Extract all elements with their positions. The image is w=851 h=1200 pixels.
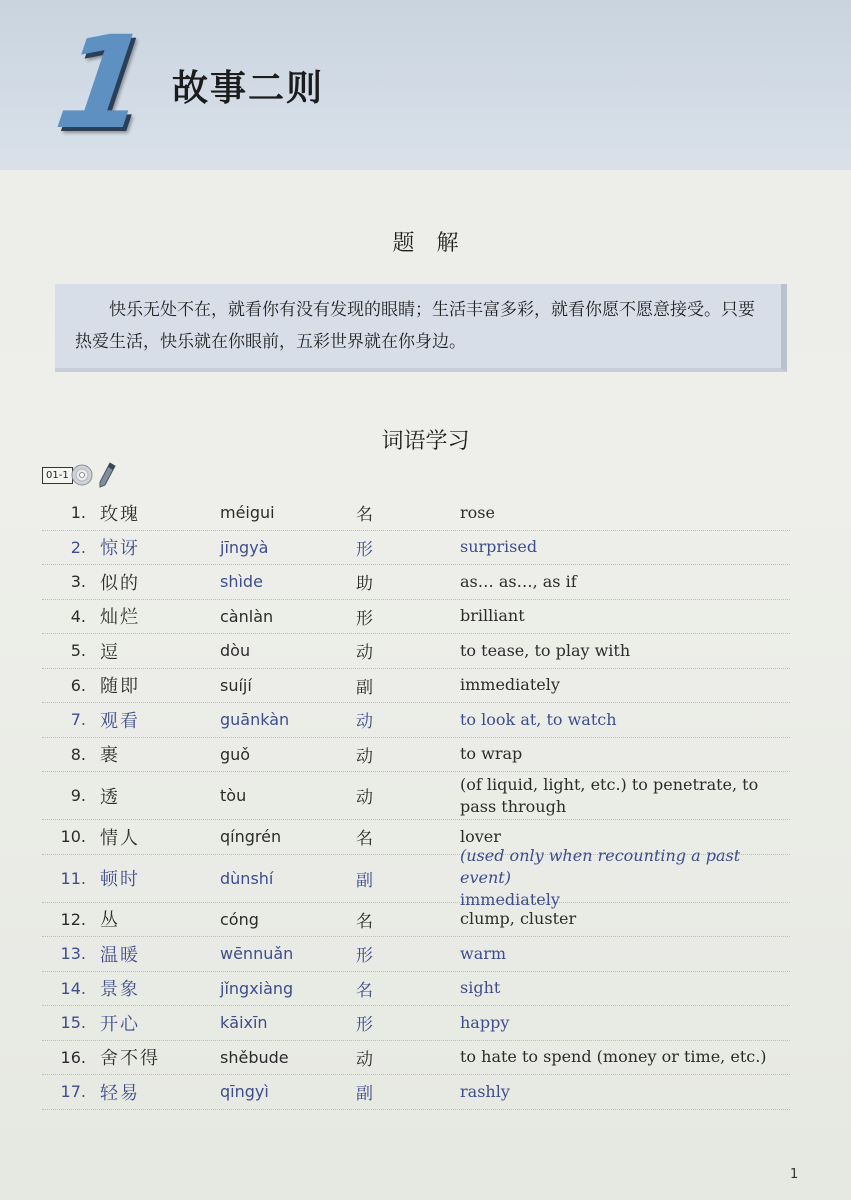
vocab-gloss-text: to hate to spend (money or time, etc.) <box>460 1047 767 1067</box>
vocab-pinyin: wēnnuǎn <box>220 944 294 964</box>
vocab-hanzi: 丛 <box>100 910 120 932</box>
vocab-row <box>42 972 790 1007</box>
vocab-gloss <box>460 536 790 558</box>
vocab-gloss <box>460 571 790 593</box>
intro-box <box>55 284 787 372</box>
vocab-part-of-speech: 名 <box>356 980 373 1001</box>
vocab-pinyin: suíjí <box>220 675 252 695</box>
vocab-pinyin: guānkàn <box>220 710 290 730</box>
vocab-gloss-text: to tease, to play with <box>460 640 631 660</box>
vocab-row <box>42 738 790 773</box>
vocab-pinyin: méigui <box>220 503 275 523</box>
vocab-gloss <box>460 674 790 696</box>
vocab-row <box>42 703 790 738</box>
vocab-row <box>42 634 790 669</box>
vocab-hanzi: 随即 <box>100 676 140 698</box>
vocab-heading: 词语学习 <box>381 429 470 454</box>
vocab-number: 11. <box>60 868 86 888</box>
vocab-number: 14. <box>60 978 86 998</box>
vocab-row <box>42 772 790 820</box>
vocab-part-of-speech: 名 <box>356 911 373 932</box>
vocab-gloss-text: immediately <box>460 890 560 909</box>
vocab-gloss <box>460 709 790 731</box>
vocab-gloss-note: (used only when recounting a past event) <box>460 846 741 887</box>
vocab-number: 13. <box>60 944 86 964</box>
vocab-part-of-speech: 名 <box>356 505 373 526</box>
vocab-gloss-text: to wrap <box>460 744 523 764</box>
vocab-gloss <box>460 943 790 965</box>
vocab-gloss <box>460 605 790 627</box>
vocab-pinyin: kāixīn <box>220 1013 268 1033</box>
vocab-row <box>42 903 790 938</box>
vocab-pinyin: jīngyà <box>220 537 269 557</box>
vocab-hanzi: 灿烂 <box>100 607 140 629</box>
vocab-number: 6. <box>70 675 86 695</box>
vocab-gloss-text: rashly <box>460 1081 510 1101</box>
vocab-part-of-speech: 副 <box>356 677 373 698</box>
vocab-row <box>42 496 790 531</box>
page-number: 1 <box>790 1167 799 1182</box>
vocab-number: 9. <box>70 786 86 805</box>
vocab-part-of-speech: 动 <box>356 643 373 664</box>
vocab-gloss-text: surprised <box>460 537 538 557</box>
vocab-gloss-text: brilliant <box>460 606 525 626</box>
vocab-gloss <box>460 1012 790 1034</box>
audio-badge[interactable] <box>42 462 117 488</box>
vocab-pinyin: dùnshí <box>220 868 274 888</box>
vocab-gloss <box>460 743 790 765</box>
vocab-number: 1. <box>70 503 86 523</box>
vocab-row <box>42 1075 790 1110</box>
reading-pen-icon <box>97 462 117 488</box>
vocab-row <box>42 1041 790 1076</box>
vocab-gloss-text: to look at, to watch <box>460 709 617 729</box>
vocab-pinyin: cóng <box>220 909 259 929</box>
vocab-pinyin: guǒ <box>220 744 251 764</box>
intro-text: 快乐无处不在，就看你有没有发现的眼睛；生活丰富多彩，就看你愿不愿意接受。只要热爱生活，快乐就在你眼前，五彩世界就在你身边。 <box>75 300 755 352</box>
vocab-number: 5. <box>70 641 86 661</box>
vocab-hanzi: 景象 <box>100 979 140 1001</box>
vocab-part-of-speech: 形 <box>356 1015 373 1036</box>
vocab-number: 4. <box>70 606 86 626</box>
vocab-row <box>42 846 790 909</box>
vocab-hanzi: 似的 <box>100 572 140 594</box>
vocab-gloss <box>460 1081 790 1103</box>
vocab-gloss <box>460 977 790 999</box>
audio-track-label: 01-1 <box>42 467 73 484</box>
vocab-row <box>42 669 790 704</box>
vocab-hanzi: 观看 <box>100 710 140 732</box>
vocab-hanzi: 温暖 <box>100 944 140 966</box>
vocab-pinyin: shěbude <box>220 1047 289 1067</box>
vocab-gloss <box>460 640 790 662</box>
vocab-pinyin: qīngyì <box>220 1082 269 1102</box>
chapter-title: 故事二则 <box>172 68 325 109</box>
vocab-row <box>42 1006 790 1041</box>
vocab-number: 10. <box>60 827 86 847</box>
vocab-gloss-text: as… as…, as if <box>460 571 577 591</box>
vocab-gloss-text: warm <box>460 943 507 963</box>
vocab-hanzi: 顿时 <box>100 869 140 890</box>
vocab-gloss-text: rose <box>460 502 495 522</box>
vocab-part-of-speech: 动 <box>356 788 373 808</box>
vocab-number: 16. <box>60 1047 86 1067</box>
vocabulary-list <box>42 496 790 1110</box>
vocab-gloss-text: sight <box>460 978 501 998</box>
vocab-number: 17. <box>60 1082 86 1102</box>
vocab-number: 3. <box>70 572 86 592</box>
vocab-hanzi: 开心 <box>100 1013 140 1035</box>
vocab-part-of-speech: 动 <box>356 1049 373 1070</box>
vocab-pinyin: cànlàn <box>220 606 274 626</box>
vocab-pinyin: dòu <box>220 641 251 661</box>
vocab-hanzi: 情人 <box>100 827 140 849</box>
vocab-part-of-speech: 副 <box>356 1084 373 1105</box>
vocab-pinyin: jǐngxiàng <box>220 978 294 998</box>
vocab-row <box>42 565 790 600</box>
vocab-gloss-text: clump, cluster <box>460 909 577 929</box>
vocab-gloss-text: immediately <box>460 675 560 695</box>
vocab-pinyin: tòu <box>220 786 247 805</box>
vocab-hanzi: 舍不得 <box>100 1048 160 1070</box>
vocab-pinyin: qíngrén <box>220 827 282 847</box>
vocab-row <box>42 600 790 635</box>
vocab-part-of-speech: 形 <box>356 539 373 560</box>
vocab-gloss-text: (of liquid, light, etc.) to penetrate, to pass through <box>460 774 759 816</box>
vocab-gloss <box>460 774 790 818</box>
vocab-gloss-text: happy <box>460 1012 510 1032</box>
vocab-gloss <box>460 908 790 930</box>
vocab-part-of-speech: 动 <box>356 712 373 733</box>
vocab-row <box>42 531 790 566</box>
vocab-part-of-speech: 名 <box>356 829 373 850</box>
vocab-hanzi: 惊讶 <box>100 538 140 560</box>
vocab-hanzi: 玫瑰 <box>100 503 140 525</box>
vocab-hanzi: 轻易 <box>100 1082 140 1104</box>
vocab-number: 7. <box>70 710 86 730</box>
vocab-part-of-speech: 动 <box>356 746 373 767</box>
vocab-part-of-speech: 副 <box>356 870 373 891</box>
vocab-pinyin: shìde <box>220 572 263 592</box>
cd-icon <box>71 464 93 486</box>
vocab-hanzi: 透 <box>100 786 120 808</box>
chapter-number: 1 <box>47 9 158 158</box>
vocab-gloss <box>460 845 790 911</box>
vocab-part-of-speech: 助 <box>356 574 373 595</box>
vocab-hanzi: 裹 <box>100 745 120 767</box>
vocab-number: 2. <box>70 537 86 557</box>
intro-heading: 题 解 <box>392 231 459 256</box>
vocab-number: 12. <box>60 909 86 929</box>
vocab-hanzi: 逗 <box>100 641 120 663</box>
vocab-gloss-text: lover <box>460 826 501 846</box>
vocab-part-of-speech: 形 <box>356 608 373 629</box>
vocab-gloss <box>460 1046 790 1068</box>
vocab-gloss <box>460 502 790 524</box>
vocab-part-of-speech: 形 <box>356 946 373 967</box>
vocab-number: 15. <box>60 1013 86 1033</box>
vocab-number: 8. <box>70 744 86 764</box>
vocab-row <box>42 937 790 972</box>
